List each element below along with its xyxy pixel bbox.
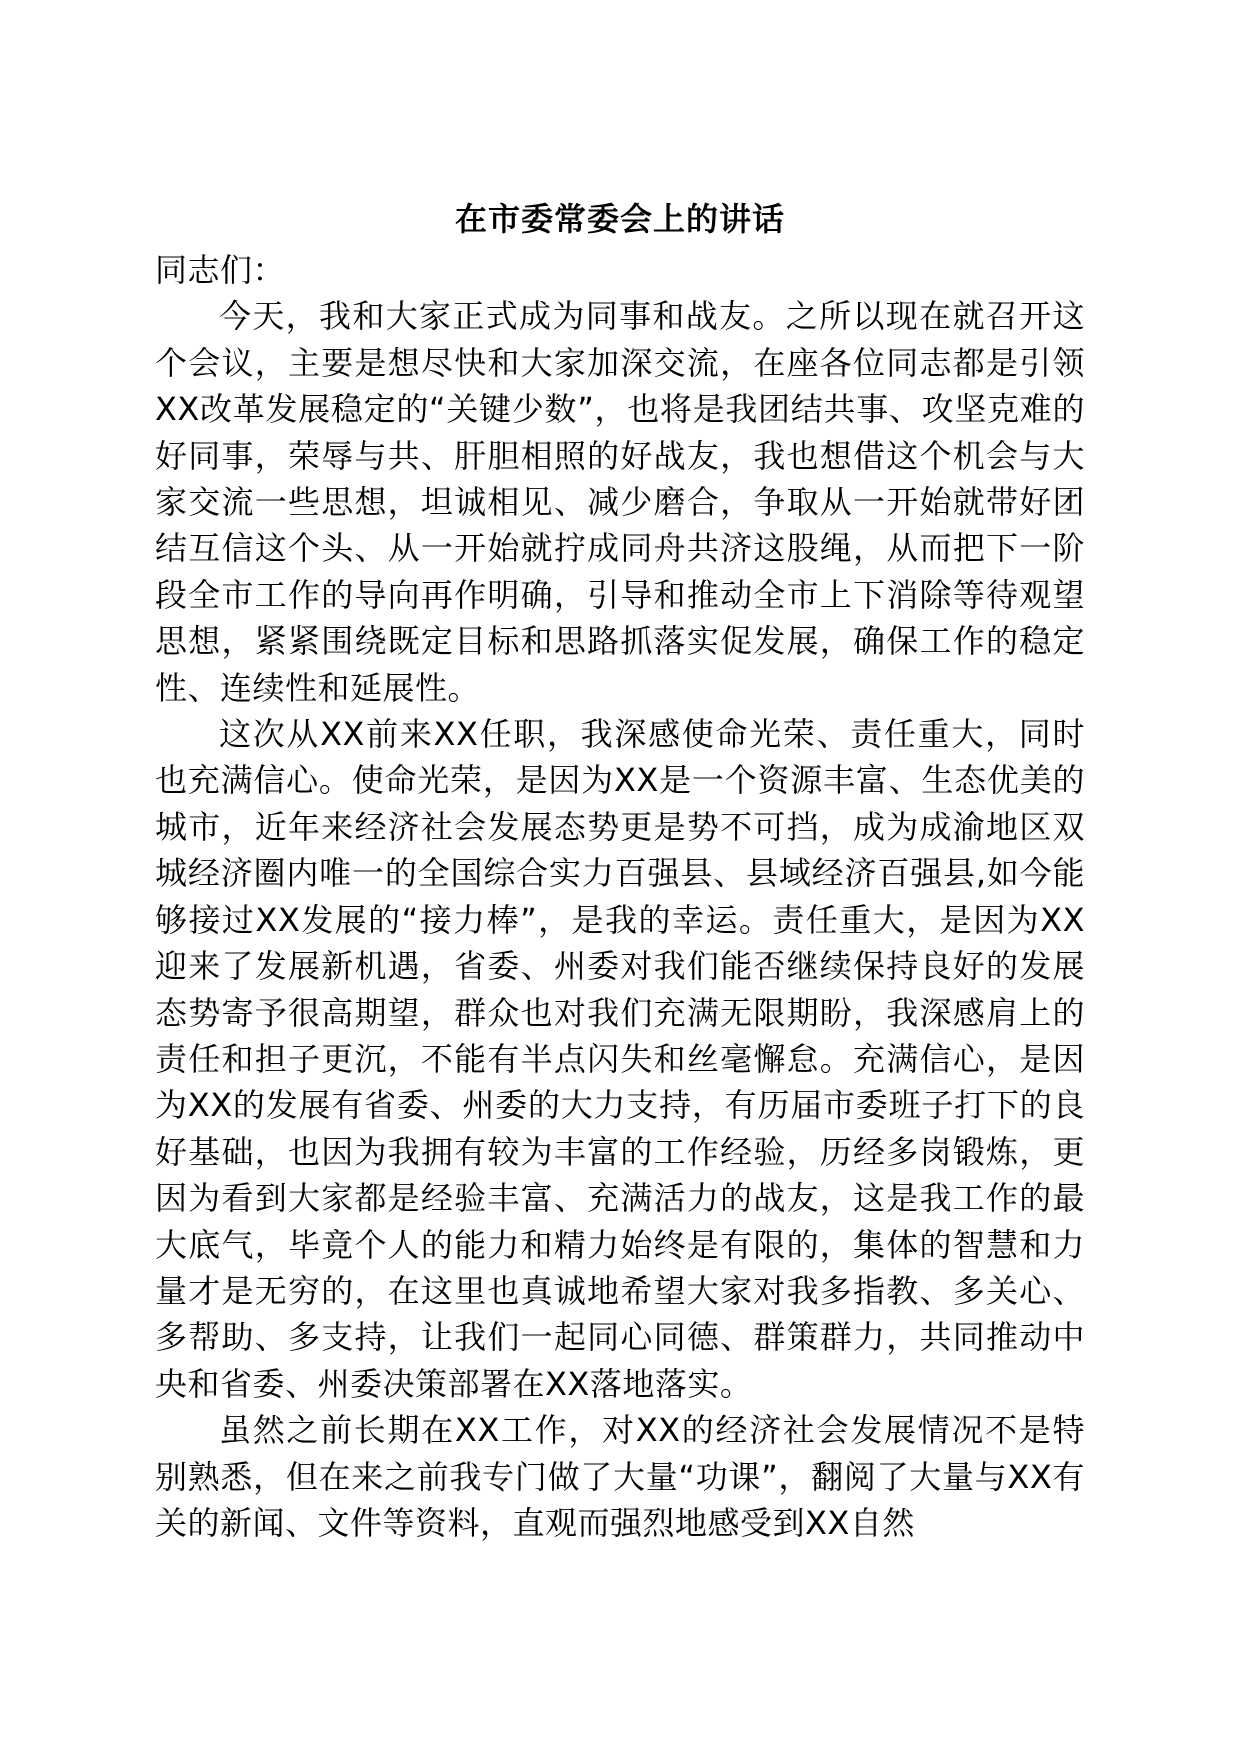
document-body bbox=[155, 247, 1085, 1546]
paragraph-2: 这次从XX前来XX任职，我深感使命光荣、责任重大，同时也充满信心。使命光荣，是因为XX是一个资源丰富、生态优美的城市，近年来经济社会发展态势更是势不可挡，成为成渝地区双城经济圈内唯一的全国综合实力百强县、县域经济百强县,如今能够接过XX发展的“接力棒”，是我的幸运。责任重大，是因为XX迎来了发展新机遇，省委、州委对我们能否继续保持良好的发展态势寄予很高期望，群众也对我们充满无限期盼，我深感肩上的责任和担子更沉，不能有半点闪失和丝毫懈怠。充满信心，是因为XX的发展有省委、州委的大力支持，有历届市委班子打下的良好基础，也因为我拥有较为丰富的工作经验，历经多岗锻炼，更因为看到大家都是经验丰富、充满活力的战友，这是我工作的最大底气，毕竟个人的能力和精力始终是有限的，集体的智慧和力量才是无穷的，在这里也真诚地希望大家对我多指教、多关心、多帮助、多支持，让我们一起同心同德、群策群力，共同推动中央和省委、州委决策部署在XX落地落实。 bbox=[155, 715, 1085, 1403]
paragraph-1: 今天，我和大家正式成为同事和战友。之所以现在就召开这个会议，主要是想尽快和大家加深交流，在座各位同志都是引领XX改革发展稳定的“关键少数”，也将是我团结共事、攻坚克难的好同事，荣辱与共、肝胆相照的好战友，我也想借这个机会与大家交流一些思想，坦诚相见、减少磨合，争取从一开始就带好团结互信这个头、从一开始就拧成同舟共济这股绳，从而把下一阶段全市工作的导向再作明确，引导和推动全市上下消除等待观望思想，紧紧围绕既定目标和思路抓落实促发展，确保工作的稳定性、连续性和延展性。 bbox=[155, 297, 1085, 707]
document-title: 在市委常委会上的讲话 bbox=[454, 200, 785, 238]
salutation: 同志们： bbox=[155, 251, 286, 289]
paragraph-3: 虽然之前长期在XX工作，对XX的经济社会发展情况不是特别熟悉，但在来之前我专门做了大量“功课”，翻阅了大量与XX有关的新闻、文件等资料，直观而强烈地感受到XX自然 bbox=[155, 1411, 1085, 1542]
